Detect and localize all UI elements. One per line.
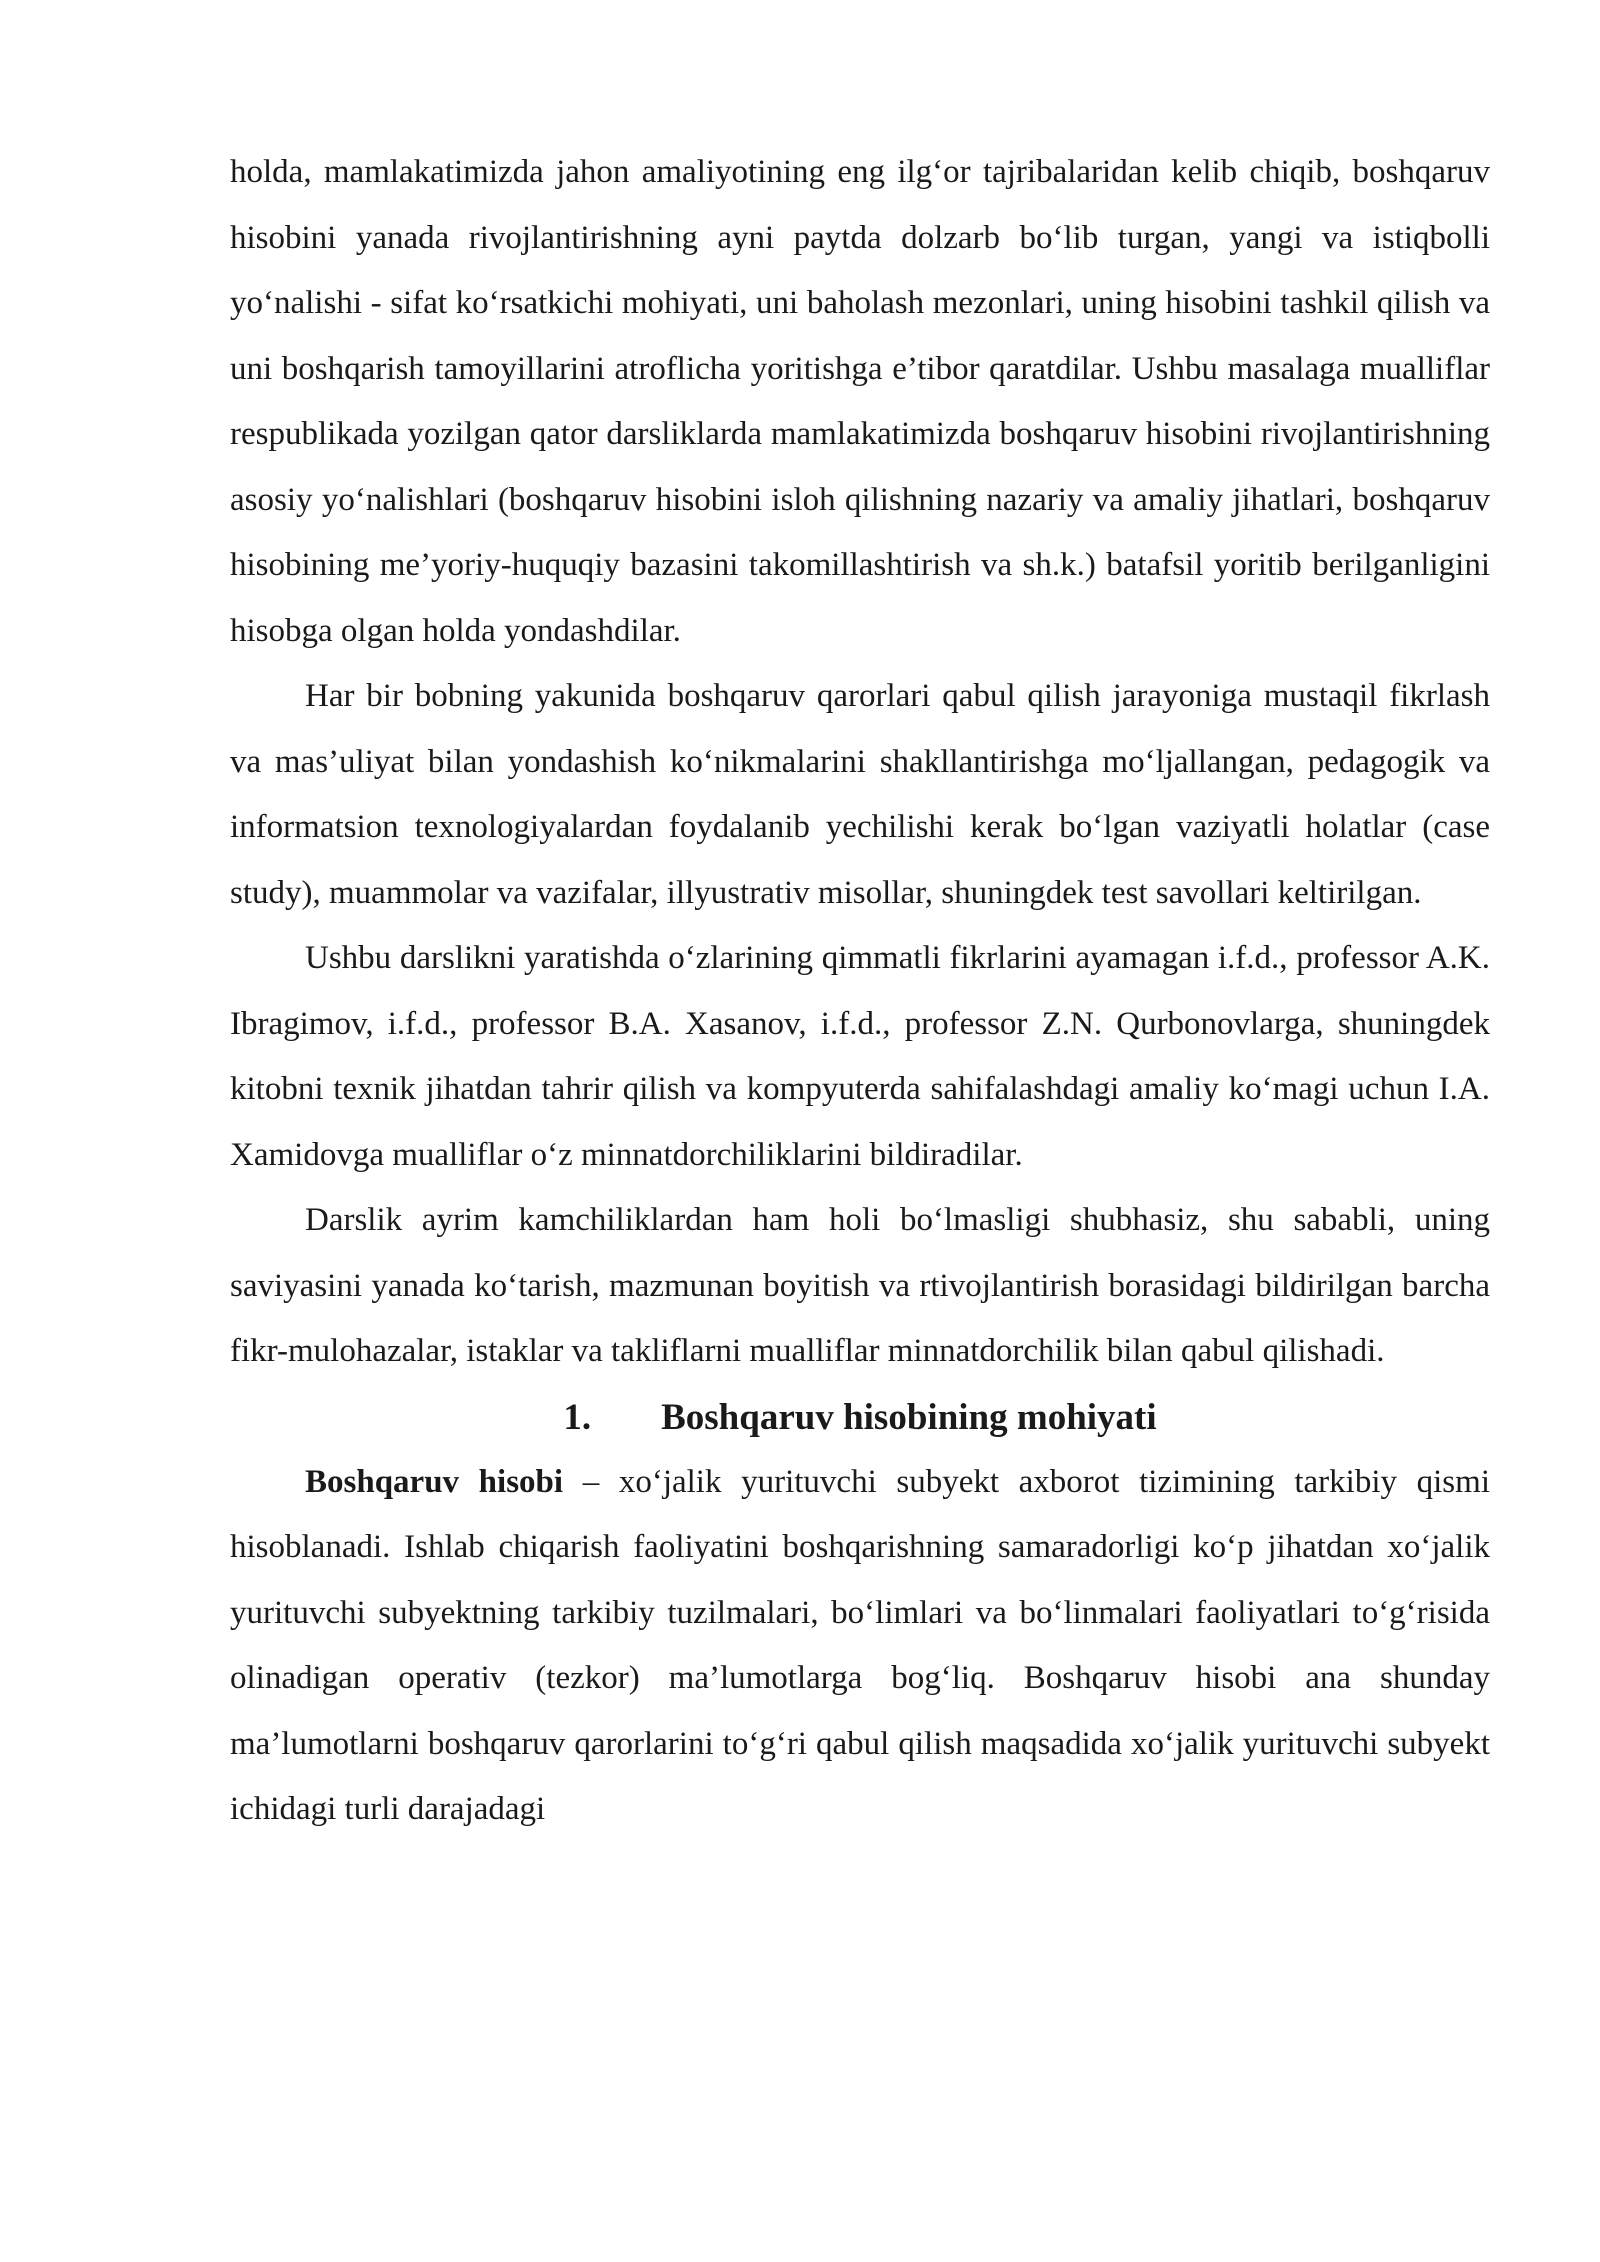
section-title: Boshqaruv hisobining mohiyati — [661, 1396, 1157, 1438]
defined-term: Boshqaruv hisobi — [305, 1463, 564, 1500]
definition-text: – xo‘jalik yurituvchi subyekt axborot tizimining tarkibiy qismi hisoblanadi. Ishlab chiqarish faoliyatini boshqarishning samaradorligi ko‘p jihatdan xo‘jalik yurituvchi subyektning tarkibiy tuzilmalari, bo‘limlari va bo‘linmalari faoliyatlari to‘g‘risida olinadigan operativ (tezkor) ma’lumotlarga bog‘liq. Boshqaruv hisobi ana shunday ma’lumotlarni boshqaruv qarorlarini to‘g‘ri qabul qilish maqsadida xo‘jalik yurituvchi subyekt ichidagi turli darajadagi — [230, 1463, 1490, 1827]
section-heading — [230, 1385, 1490, 1450]
paragraph-acknowledgements: Ushbu darslikni yaratishda o‘zlarining qimmatli fikrlarini ayamagan i.f.d., professor A.K. Ibragimov, i.f.d., professor B.A. Xasanov, i.f.d., professor Z.N. Qurbonovlarga, shuningdek kitobni texnik jihatdan tahrir qilish va kompyuterda sahifalashdagi amaliy ko‘magi uchun I.A. Xamidovga mualliflar o‘z minnatdorchiliklarini bildiradilar. — [230, 940, 1490, 1173]
document-page — [230, 140, 1490, 1843]
paragraph-chapter-endings: Har bir bobning yakunida boshqaruv qarorlari qabul qilish jarayoniga mustaqil fikrlash va mas’uliyat bilan yondashish ko‘nikmalarini shakllantirishga mo‘ljallangan, pedagogik va informatsion texnologiyalardan foydalanib yechilishi kerak bo‘lgan vaziyatli holatlar (case study), muammolar va vazifalar, illyustrativ misollar, shuningdek test savollari keltirilgan. — [230, 678, 1490, 911]
paragraph-feedback: Darslik ayrim kamchiliklardan ham holi bo‘lmasligi shubhasiz, shu sababli, uning saviyasini yanada ko‘tarish, mazmunan boyitish va rtivojlantirish borasidagi bildirilgan barcha fikr-mulohazalar, istaklar va takliflarni mualliflar minnatdorchilik bilan qabul qilishadi. — [230, 1202, 1490, 1369]
paragraph-section-body — [230, 1450, 1490, 1843]
section-number: 1. — [563, 1396, 592, 1438]
paragraph-intro-continuation: holda, mamlakatimizda jahon amaliyotining eng ilg‘or tajribalaridan kelib chiqib, boshqaruv hisobini yanada rivojlantirishning ayni paytda dolzarb bo‘lib turgan, yangi va istiqbolli yo‘nalishi - sifat ko‘rsatkichi mohiyati, uni baholash mezonlari, uning hisobini tashkil qilish va uni boshqarish tamoyillarini atroflicha yoritishga e’tibor qaratdilar. Ushbu masalaga mualliflar respublikada yozilgan qator darsliklarda mamlakatimizda boshqaruv hisobini rivojlantirishning asosiy yo‘nalishlari (boshqaruv hisobini isloh qilishning nazariy va amaliy jihatlari, boshqaruv hisobining me’yoriy-huquqiy bazasini takomillashtirish va sh.k.) batafsil yoritib berilganligini hisobga olgan holda yondashdilar. — [230, 154, 1490, 649]
